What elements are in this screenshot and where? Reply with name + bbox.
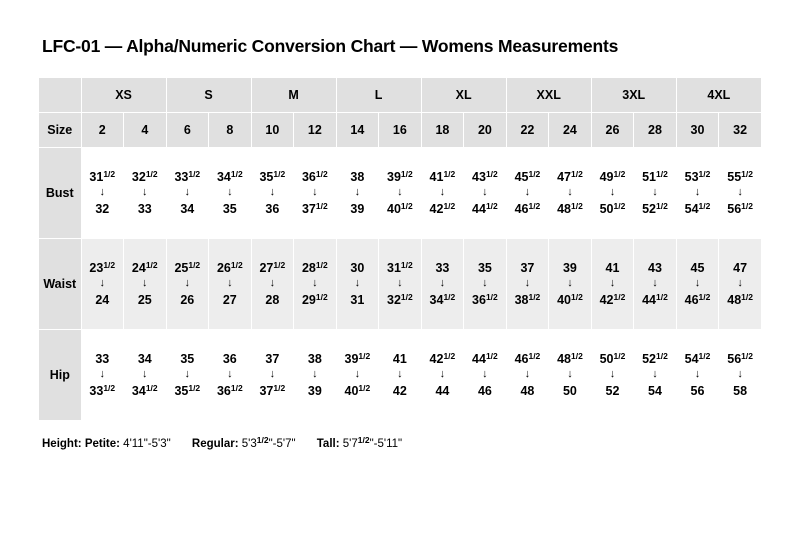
footnote-petite — [42, 438, 171, 450]
down-arrow-icon: ↓ — [184, 277, 191, 290]
measurement-cell-bust-22 — [506, 148, 549, 239]
tall-label: Tall: — [316, 437, 340, 450]
down-arrow-icon: ↓ — [312, 368, 318, 381]
numeric-size-20: 20 — [464, 113, 507, 148]
range-max: 36 — [265, 201, 280, 216]
measurement-cell-hip-12 — [294, 330, 337, 421]
range-max: $50^{1/2}$ — [599, 200, 626, 216]
regular-label: Regular: — [191, 437, 239, 450]
down-arrow-icon: ↓ — [609, 277, 616, 290]
range-min: 37 — [520, 260, 535, 275]
down-arrow-icon: ↓ — [99, 368, 106, 381]
range-max: $29^{1/2}$ — [301, 291, 328, 307]
numeric-size-18: 18 — [421, 113, 464, 148]
range-min: 39 — [562, 260, 577, 275]
range-max: $37^{1/2}$ — [301, 200, 328, 216]
range-min: 37 — [265, 351, 280, 366]
down-arrow-icon: ↓ — [439, 186, 446, 199]
range-max: 24 — [95, 292, 110, 307]
measurement-range — [634, 239, 676, 329]
footnote-regular — [191, 435, 296, 450]
range-max: 31 — [350, 292, 365, 307]
measurement-range — [677, 330, 719, 420]
range-max: $46^{1/2}$ — [684, 291, 711, 307]
range-min: 43 — [648, 260, 662, 275]
down-arrow-icon: ↓ — [312, 277, 318, 290]
measurement-cell-hip-32 — [719, 330, 762, 421]
range-max: 28 — [265, 292, 280, 307]
measurement-range — [337, 239, 379, 329]
measurement-range — [209, 148, 251, 238]
down-arrow-icon: ↓ — [482, 186, 488, 199]
table-body — [39, 78, 762, 421]
measurement-range — [252, 239, 294, 329]
range-max: $33^{1/2}$ — [89, 382, 116, 398]
measurement-range — [592, 330, 634, 420]
down-arrow-icon: ↓ — [354, 277, 361, 290]
alpha-size-header-l: L — [336, 78, 421, 113]
measurement-cell-hip-26 — [591, 330, 634, 421]
down-arrow-icon: ↓ — [567, 186, 573, 199]
down-arrow-icon: ↓ — [142, 186, 148, 199]
measurement-cell-bust-20 — [464, 148, 507, 239]
measurement-range — [507, 239, 549, 329]
range-min: $44^{1/2}$ — [472, 351, 498, 366]
range-min: $26^{1/2}$ — [216, 260, 243, 275]
down-arrow-icon: ↓ — [397, 277, 403, 290]
measurement-cell-hip-6 — [166, 330, 209, 421]
measurement-cell-hip-18 — [421, 330, 464, 421]
table-row — [39, 239, 762, 330]
down-arrow-icon: ↓ — [397, 368, 403, 381]
range-max: $37^{1/2}$ — [259, 382, 286, 398]
measurement-range — [634, 148, 676, 238]
range-max: $40^{1/2}$ — [557, 291, 583, 307]
measurement-range — [82, 239, 124, 329]
measurement-range — [209, 330, 251, 420]
numeric-size-2: 2 — [81, 113, 124, 148]
alpha-header-row — [39, 78, 762, 113]
down-arrow-icon: ↓ — [652, 186, 658, 199]
numeric-size-32: 32 — [719, 113, 762, 148]
measurement-range — [82, 148, 124, 238]
measurement-cell-bust-30 — [676, 148, 719, 239]
measurement-cell-bust-14 — [336, 148, 379, 239]
measurement-cell-bust-16 — [379, 148, 422, 239]
numeric-size-16: 16 — [379, 113, 422, 148]
table-row — [39, 330, 762, 421]
measurement-cell-waist-26 — [591, 239, 634, 330]
measurement-range — [379, 148, 421, 238]
measurement-range — [422, 239, 464, 329]
down-arrow-icon: ↓ — [269, 277, 276, 290]
measurement-range — [719, 148, 761, 238]
range-max: $40^{1/2}$ — [387, 200, 413, 216]
range-min: $31^{1/2}$ — [387, 260, 413, 275]
range-min: $55^{1/2}$ — [727, 169, 753, 184]
row-label-waist: Waist — [39, 239, 82, 330]
page-title: LFC-01 — Alpha/Numeric Conversion Chart — Womens Measurements — [42, 36, 619, 56]
measurement-cell-bust-18 — [421, 148, 464, 239]
down-arrow-icon: ↓ — [227, 186, 233, 199]
range-min: $25^{1/2}$ — [174, 260, 201, 275]
measurement-range — [167, 330, 209, 420]
range-min: $51^{1/2}$ — [642, 169, 668, 184]
down-arrow-icon: ↓ — [737, 186, 743, 199]
row-label-bust: Bust — [39, 148, 82, 239]
measurement-range — [719, 330, 761, 420]
measurement-range — [507, 330, 549, 420]
measurement-cell-bust-24 — [549, 148, 592, 239]
numeric-size-28: 28 — [634, 113, 677, 148]
down-arrow-icon: ↓ — [269, 368, 276, 381]
alpha-size-header-m: M — [251, 78, 336, 113]
measurement-cell-hip-20 — [464, 330, 507, 421]
down-arrow-icon: ↓ — [312, 186, 318, 199]
range-max: 27 — [222, 292, 237, 307]
range-max: 52 — [605, 383, 620, 398]
range-max: $42^{1/2}$ — [599, 291, 626, 307]
range-min: $41^{1/2}$ — [429, 169, 456, 184]
measurement-cell-bust-8 — [209, 148, 252, 239]
range-min: 33 — [95, 351, 110, 366]
range-max: $40^{1/2}$ — [344, 382, 371, 398]
petite-value: 4'11"-5'3" — [123, 437, 171, 450]
down-arrow-icon: ↓ — [184, 368, 191, 381]
measurement-cell-hip-16 — [379, 330, 422, 421]
down-arrow-icon: ↓ — [439, 277, 446, 290]
range-min: 47 — [733, 260, 748, 275]
measurement-range — [337, 148, 379, 238]
range-min: $49^{1/2}$ — [599, 169, 626, 184]
measurement-range — [422, 330, 464, 420]
numeric-size-8: 8 — [209, 113, 252, 148]
numeric-size-26: 26 — [591, 113, 634, 148]
range-min: $23^{1/2}$ — [89, 260, 116, 275]
alpha-size-header-xl: XL — [421, 78, 506, 113]
measurement-cell-waist-18 — [421, 239, 464, 330]
down-arrow-icon: ↓ — [482, 277, 488, 290]
measurement-cell-waist-32 — [719, 239, 762, 330]
measurement-cell-waist-12 — [294, 239, 337, 330]
range-min: 34 — [137, 351, 152, 366]
down-arrow-icon: ↓ — [439, 368, 446, 381]
down-arrow-icon: ↓ — [354, 186, 361, 199]
measurement-cell-hip-14 — [336, 330, 379, 421]
measurement-cell-waist-20 — [464, 239, 507, 330]
measurement-cell-bust-28 — [634, 148, 677, 239]
measurement-range — [549, 330, 591, 420]
measurement-range — [124, 239, 166, 329]
down-arrow-icon: ↓ — [737, 368, 743, 381]
down-arrow-icon: ↓ — [694, 368, 701, 381]
measurement-cell-bust-6 — [166, 148, 209, 239]
range-min: $53^{1/2}$ — [684, 169, 711, 184]
measurement-cell-hip-4 — [124, 330, 167, 421]
footnote-tall — [316, 435, 403, 450]
measurement-cell-waist-6 — [166, 239, 209, 330]
measurement-cell-hip-8 — [209, 330, 252, 421]
down-arrow-icon: ↓ — [567, 368, 573, 381]
measurement-range — [252, 148, 294, 238]
numeric-size-12: 12 — [294, 113, 337, 148]
down-arrow-icon: ↓ — [397, 186, 403, 199]
measurement-range — [592, 148, 634, 238]
range-min: $43^{1/2}$ — [472, 169, 498, 184]
range-max: 34 — [180, 201, 195, 216]
range-max: $44^{1/2}$ — [642, 291, 668, 307]
measurement-range — [252, 330, 294, 420]
measurement-range — [294, 330, 336, 420]
measurement-range — [167, 148, 209, 238]
range-max: 39 — [350, 201, 365, 216]
measurement-range — [379, 330, 421, 420]
measurement-cell-hip-30 — [676, 330, 719, 421]
range-min: $31^{1/2}$ — [89, 169, 116, 184]
range-max: 26 — [180, 292, 195, 307]
range-min: $46^{1/2}$ — [514, 351, 541, 366]
range-min: $50^{1/2}$ — [599, 351, 626, 366]
numeric-size-14: 14 — [336, 113, 379, 148]
range-min: 45 — [690, 260, 705, 275]
range-max: 50 — [562, 383, 577, 398]
range-min: 38 — [307, 351, 322, 366]
down-arrow-icon: ↓ — [227, 368, 233, 381]
measurement-cell-waist-22 — [506, 239, 549, 330]
range-max: $44^{1/2}$ — [472, 200, 498, 216]
range-min: $24^{1/2}$ — [131, 260, 158, 275]
alpha-size-header-4xl: 4XL — [676, 78, 761, 113]
measurement-range — [464, 148, 506, 238]
numeric-size-6: 6 — [166, 113, 209, 148]
range-max: $54^{1/2}$ — [684, 200, 711, 216]
range-min: 33 — [435, 260, 450, 275]
range-min: $34^{1/2}$ — [216, 169, 243, 184]
alpha-size-header-3xl: 3XL — [591, 78, 676, 113]
measurement-range — [209, 239, 251, 329]
range-max: $52^{1/2}$ — [642, 200, 668, 216]
measurement-cell-bust-2 — [81, 148, 124, 239]
table-row — [39, 148, 762, 239]
down-arrow-icon: ↓ — [99, 277, 106, 290]
range-max: 42 — [392, 383, 407, 398]
measurement-range — [592, 239, 634, 329]
measurement-cell-bust-12 — [294, 148, 337, 239]
range-min: $39^{1/2}$ — [387, 169, 413, 184]
measurement-cell-waist-24 — [549, 239, 592, 330]
measurement-cell-waist-4 — [124, 239, 167, 330]
down-arrow-icon: ↓ — [694, 277, 701, 290]
range-min: $42^{1/2}$ — [429, 351, 456, 366]
measurement-range — [634, 330, 676, 420]
measurement-range — [167, 239, 209, 329]
down-arrow-icon: ↓ — [524, 368, 531, 381]
numeric-size-24: 24 — [549, 113, 592, 148]
measurement-cell-waist-8 — [209, 239, 252, 330]
measurement-cell-bust-10 — [251, 148, 294, 239]
down-arrow-icon: ↓ — [354, 368, 361, 381]
down-arrow-icon: ↓ — [524, 277, 531, 290]
numeric-size-30: 30 — [676, 113, 719, 148]
down-arrow-icon: ↓ — [609, 368, 616, 381]
alpha-size-header-s: S — [166, 78, 251, 113]
down-arrow-icon: ↓ — [99, 186, 106, 199]
range-max: 44 — [435, 383, 450, 398]
down-arrow-icon: ↓ — [184, 186, 191, 199]
range-min: 30 — [350, 260, 365, 275]
range-max: 46 — [477, 383, 492, 398]
down-arrow-icon: ↓ — [142, 368, 148, 381]
alpha-size-header-xxl: XXL — [506, 78, 591, 113]
range-max: $34^{1/2}$ — [131, 382, 158, 398]
measurement-cell-hip-22 — [506, 330, 549, 421]
range-max: $46^{1/2}$ — [514, 200, 541, 216]
measurement-range — [719, 239, 761, 329]
range-min: $27^{1/2}$ — [259, 260, 286, 275]
range-max: $56^{1/2}$ — [727, 200, 753, 216]
down-arrow-icon: ↓ — [142, 277, 148, 290]
range-max: 54 — [648, 383, 662, 398]
measurement-range — [337, 330, 379, 420]
measurement-range — [464, 330, 506, 420]
range-min: 41 — [392, 351, 407, 366]
size-row — [39, 113, 762, 148]
measurement-range — [464, 239, 506, 329]
measurement-range — [549, 239, 591, 329]
measurement-range — [124, 330, 166, 420]
measurement-range — [422, 148, 464, 238]
height-footnote — [42, 435, 762, 450]
height-label: Height: — [42, 437, 82, 450]
range-max: 33 — [137, 201, 152, 216]
range-min: $54^{1/2}$ — [684, 351, 711, 366]
measurement-chart-table — [38, 77, 762, 421]
down-arrow-icon: ↓ — [567, 277, 573, 290]
numeric-size-22: 22 — [506, 113, 549, 148]
range-max: $36^{1/2}$ — [216, 382, 243, 398]
down-arrow-icon: ↓ — [524, 186, 531, 199]
row-label-hip: Hip — [39, 330, 82, 421]
alpha-size-header-xs: XS — [81, 78, 166, 113]
down-arrow-icon: ↓ — [652, 368, 658, 381]
measurement-range — [507, 148, 549, 238]
range-min: $52^{1/2}$ — [642, 351, 668, 366]
range-min: 38 — [350, 169, 365, 184]
down-arrow-icon: ↓ — [269, 186, 276, 199]
measurement-range — [294, 239, 336, 329]
range-max: 56 — [690, 383, 705, 398]
range-min: $48^{1/2}$ — [557, 351, 583, 366]
regular-value: $5'3^{1/2}"-5'7$" — [241, 435, 296, 450]
range-max: $48^{1/2}$ — [557, 200, 583, 216]
numeric-size-4: 4 — [124, 113, 167, 148]
range-max: 25 — [137, 292, 152, 307]
range-max: $35^{1/2}$ — [174, 382, 201, 398]
measurement-cell-waist-28 — [634, 239, 677, 330]
range-max: $32^{1/2}$ — [387, 291, 413, 307]
range-min: $28^{1/2}$ — [301, 260, 328, 275]
measurement-range — [124, 148, 166, 238]
range-max: $38^{1/2}$ — [514, 291, 541, 307]
range-min: 41 — [605, 260, 620, 275]
range-min: $32^{1/2}$ — [131, 169, 158, 184]
measurement-cell-waist-2 — [81, 239, 124, 330]
range-max: $34^{1/2}$ — [429, 291, 456, 307]
range-max: 48 — [520, 383, 535, 398]
measurement-cell-waist-14 — [336, 239, 379, 330]
range-min: $39^{1/2}$ — [344, 351, 371, 366]
measurement-range — [677, 239, 719, 329]
measurement-cell-hip-2 — [81, 330, 124, 421]
tall-value: $5'7^{1/2}"-5'11$" — [342, 435, 403, 450]
petite-label: Petite: — [84, 437, 120, 450]
measurement-range — [379, 239, 421, 329]
down-arrow-icon: ↓ — [227, 277, 233, 290]
range-max: 35 — [222, 201, 237, 216]
range-min: 35 — [180, 351, 195, 366]
down-arrow-icon: ↓ — [652, 277, 658, 290]
measurement-range — [677, 148, 719, 238]
range-min: $36^{1/2}$ — [301, 169, 328, 184]
size-row-label: Size — [39, 113, 82, 148]
range-max: $42^{1/2}$ — [429, 200, 456, 216]
measurement-cell-hip-28 — [634, 330, 677, 421]
measurement-cell-hip-24 — [549, 330, 592, 421]
measurement-cell-waist-10 — [251, 239, 294, 330]
down-arrow-icon: ↓ — [482, 368, 488, 381]
range-min: 36 — [222, 351, 237, 366]
range-min: $45^{1/2}$ — [514, 169, 541, 184]
range-max: $48^{1/2}$ — [727, 291, 753, 307]
down-arrow-icon: ↓ — [609, 186, 616, 199]
range-max: $36^{1/2}$ — [472, 291, 498, 307]
measurement-cell-waist-16 — [379, 239, 422, 330]
table-corner-cell — [39, 78, 82, 113]
down-arrow-icon: ↓ — [694, 186, 701, 199]
numeric-size-10: 10 — [251, 113, 294, 148]
measurement-cell-bust-26 — [591, 148, 634, 239]
range-max: 39 — [307, 383, 322, 398]
measurement-range — [82, 330, 124, 420]
down-arrow-icon: ↓ — [737, 277, 743, 290]
range-min: $47^{1/2}$ — [557, 169, 583, 184]
range-min: $56^{1/2}$ — [727, 351, 753, 366]
range-min: $33^{1/2}$ — [174, 169, 201, 184]
measurement-range — [549, 148, 591, 238]
range-max: 32 — [95, 201, 110, 216]
measurement-cell-waist-30 — [676, 239, 719, 330]
range-min: 35 — [477, 260, 492, 275]
measurement-cell-bust-4 — [124, 148, 167, 239]
measurement-cell-bust-32 — [719, 148, 762, 239]
measurement-cell-hip-10 — [251, 330, 294, 421]
measurement-range — [294, 148, 336, 238]
range-min: $35^{1/2}$ — [259, 169, 286, 184]
range-max: 58 — [733, 383, 748, 398]
